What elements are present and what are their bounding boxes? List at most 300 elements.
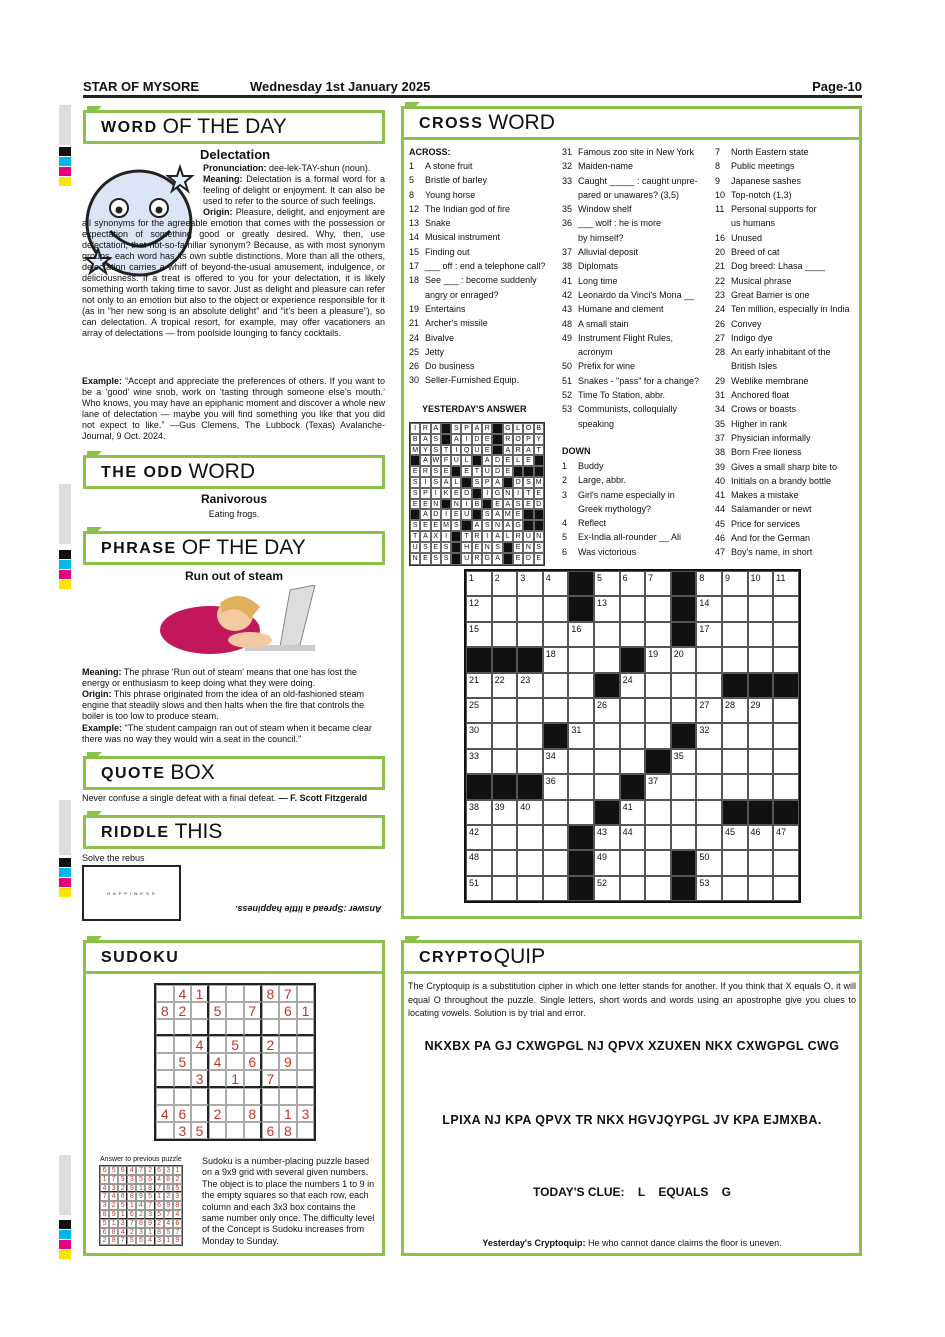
grid-cell[interactable]: 2: [492, 571, 518, 596]
grid-cell[interactable]: 24: [620, 673, 646, 698]
answer-cell: [523, 466, 533, 477]
down-clues-1: [562, 459, 681, 559]
grid-cell[interactable]: 10: [748, 571, 774, 596]
sudoku-cell[interactable]: 6: [244, 1053, 262, 1070]
sudoku-cell[interactable]: 7: [244, 1002, 262, 1019]
answer-cell: R: [503, 434, 513, 445]
answer-cell: 5: [145, 1192, 154, 1201]
grid-cell[interactable]: [696, 749, 722, 774]
sudoku-cell[interactable]: [244, 1122, 262, 1139]
sudoku-cell[interactable]: [297, 1070, 315, 1087]
sudoku-cell[interactable]: 8: [156, 1002, 174, 1019]
grid-cell[interactable]: [568, 800, 594, 825]
grid-cell[interactable]: [620, 850, 646, 875]
grid-cell[interactable]: 26: [594, 698, 620, 723]
grid-cell[interactable]: [620, 723, 646, 748]
quote-box-title: QUOTE BOX: [83, 756, 385, 790]
grid-cell[interactable]: [517, 596, 543, 621]
answer-cell: E: [420, 499, 430, 510]
answer-cell: 7: [145, 1201, 154, 1210]
answer-cell: S: [410, 477, 420, 488]
sudoku-cell[interactable]: [279, 1088, 297, 1105]
grid-cell[interactable]: [492, 723, 518, 748]
grid-cell[interactable]: [773, 876, 799, 901]
answer-cell: S: [441, 553, 451, 565]
grid-cell[interactable]: 23: [517, 673, 543, 698]
grid-cell[interactable]: [594, 774, 620, 799]
answer-cell: [461, 477, 471, 488]
sudoku-cell[interactable]: 1: [191, 985, 209, 1002]
grid-cell[interactable]: [492, 850, 518, 875]
sudoku-cell[interactable]: 5: [226, 1036, 244, 1053]
grid-cell[interactable]: [722, 647, 748, 672]
answer-cell: I: [431, 488, 441, 499]
answer-cell: 6: [100, 1228, 109, 1237]
black-square: [620, 774, 646, 799]
sudoku-cell[interactable]: [297, 1053, 315, 1070]
clue: 21 Archer's missile: [409, 318, 488, 329]
grid-cell[interactable]: [748, 596, 774, 621]
grid-cell[interactable]: [517, 850, 543, 875]
sudoku-cell[interactable]: [244, 1036, 262, 1053]
sudoku-cell[interactable]: 6: [174, 1105, 192, 1122]
sudoku-cell[interactable]: [209, 1036, 227, 1053]
sudoku-cell[interactable]: 2: [174, 1002, 192, 1019]
sudoku-cell[interactable]: 4: [191, 1036, 209, 1053]
odd-word-title: THE ODD WORD: [83, 455, 385, 489]
sudoku-cell[interactable]: [226, 1053, 244, 1070]
grid-cell[interactable]: 53: [696, 876, 722, 901]
sudoku-cell[interactable]: [244, 1070, 262, 1087]
grid-cell[interactable]: 48: [466, 850, 492, 875]
clue: 5 Ex-India all-rounder __ Ali: [562, 532, 682, 543]
grid-cell[interactable]: [671, 673, 697, 698]
issue-date: Wednesday 1st January 2025: [250, 79, 431, 94]
grid-cell[interactable]: [594, 723, 620, 748]
grid-cell[interactable]: [568, 698, 594, 723]
grid-cell[interactable]: 32: [696, 723, 722, 748]
answer-cell: D: [461, 488, 471, 499]
answer-cell: 9: [109, 1210, 118, 1219]
grid-cell[interactable]: [492, 596, 518, 621]
black-square: [568, 825, 594, 850]
answer-cell: 6: [100, 1166, 109, 1175]
answer-cell: N: [482, 542, 492, 553]
sudoku-cell[interactable]: 1: [297, 1002, 315, 1019]
sudoku-cell[interactable]: [226, 1122, 244, 1139]
grid-cell[interactable]: [543, 673, 569, 698]
sudoku-cell[interactable]: 4: [209, 1053, 227, 1070]
sudoku-cell[interactable]: [156, 1053, 174, 1070]
grid-cell[interactable]: [722, 876, 748, 901]
answer-cell: X: [431, 531, 441, 542]
sudoku-cell[interactable]: 1: [279, 1105, 297, 1122]
answer-cell: [451, 466, 461, 477]
answer-cell: 8: [100, 1210, 109, 1219]
answer-cell: 3: [145, 1210, 154, 1219]
sudoku-cell[interactable]: [226, 1088, 244, 1105]
print-strip: [59, 1155, 71, 1255]
answer-cell: E: [503, 466, 513, 477]
grid-cell[interactable]: [671, 825, 697, 850]
grid-cell[interactable]: [492, 622, 518, 647]
grid-cell[interactable]: 41: [620, 800, 646, 825]
sudoku-cell[interactable]: 2: [262, 1036, 280, 1053]
clue: 9 Japanese sashes: [715, 175, 802, 186]
grid-cell[interactable]: [620, 698, 646, 723]
grid-cell[interactable]: [773, 698, 799, 723]
sudoku-cell[interactable]: [191, 1053, 209, 1070]
sudoku-cell[interactable]: [174, 1088, 192, 1105]
grid-cell[interactable]: [492, 825, 518, 850]
sudoku-cell[interactable]: 7: [262, 1070, 280, 1087]
grid-cell[interactable]: [492, 749, 518, 774]
sudoku-cell[interactable]: [297, 1088, 315, 1105]
grid-cell[interactable]: [517, 723, 543, 748]
sudoku-cell[interactable]: 5: [191, 1122, 209, 1139]
sudoku-cell[interactable]: [297, 1036, 315, 1053]
sudoku-cell[interactable]: [244, 1088, 262, 1105]
grid-cell[interactable]: 12: [466, 596, 492, 621]
grid-cell[interactable]: 13: [594, 596, 620, 621]
grid-cell[interactable]: 4: [543, 571, 569, 596]
sudoku-cell[interactable]: [156, 1122, 174, 1139]
grid-cell[interactable]: [492, 876, 518, 901]
grid-cell[interactable]: 47: [773, 825, 799, 850]
black-square: [568, 850, 594, 875]
grid-cell[interactable]: [645, 698, 671, 723]
grid-cell[interactable]: [748, 723, 774, 748]
grid-cell[interactable]: [568, 774, 594, 799]
sudoku-cell[interactable]: [244, 1019, 262, 1036]
grid-cell[interactable]: [696, 800, 722, 825]
clue: 20 Breed of cat: [715, 247, 780, 258]
clue: 51 Snakes - "pass" for a change?: [562, 375, 699, 386]
sudoku-cell[interactable]: [174, 1070, 192, 1087]
grid-cell[interactable]: 43: [594, 825, 620, 850]
sudoku-cell[interactable]: 9: [279, 1053, 297, 1070]
grid-cell[interactable]: [645, 800, 671, 825]
grid-cell[interactable]: 17: [696, 622, 722, 647]
clue: Greek mythology?: [578, 503, 652, 514]
riddle-title: RIDDLE THIS: [83, 815, 385, 849]
sudoku-cell[interactable]: 2: [209, 1105, 227, 1122]
answer-cell: [513, 466, 523, 477]
grid-cell[interactable]: [517, 825, 543, 850]
grid-cell[interactable]: [722, 774, 748, 799]
sudoku-cell[interactable]: [209, 1019, 227, 1036]
grid-cell[interactable]: [543, 850, 569, 875]
black-square: [466, 774, 492, 799]
grid-cell[interactable]: [594, 622, 620, 647]
grid-cell[interactable]: [645, 596, 671, 621]
sudoku-cell[interactable]: [209, 985, 227, 1002]
grid-cell[interactable]: [645, 622, 671, 647]
grid-cell[interactable]: [722, 850, 748, 875]
answer-cell: S: [534, 542, 544, 553]
grid-cell[interactable]: 36: [543, 774, 569, 799]
sudoku-cell[interactable]: [262, 1019, 280, 1036]
grid-cell[interactable]: 31: [568, 723, 594, 748]
phrase-of-day-title: PHRASE OF THE DAY: [83, 531, 385, 565]
grid-cell[interactable]: [748, 749, 774, 774]
grid-cell[interactable]: 50: [696, 850, 722, 875]
grid-cell[interactable]: [645, 673, 671, 698]
grid-cell[interactable]: [568, 749, 594, 774]
sudoku-cell[interactable]: [209, 1088, 227, 1105]
sudoku-cell[interactable]: [191, 1088, 209, 1105]
grid-cell[interactable]: 44: [620, 825, 646, 850]
grid-cell[interactable]: 30: [466, 723, 492, 748]
grid-cell[interactable]: 9: [722, 571, 748, 596]
grid-cell[interactable]: [543, 825, 569, 850]
grid-cell[interactable]: [696, 647, 722, 672]
answer-cell: 3: [173, 1192, 182, 1201]
sudoku-cell[interactable]: [156, 1019, 174, 1036]
answer-cell: [441, 499, 451, 510]
grid-cell[interactable]: [671, 800, 697, 825]
sudoku-cell[interactable]: [262, 1053, 280, 1070]
sudoku-cell[interactable]: 6: [262, 1122, 280, 1139]
grid-cell[interactable]: [696, 825, 722, 850]
wotd-example: Example: “Accept and appreciate the preferences of others. If you want to be a ‘good’ wine snob, work on ‘tasting through someone else’s mouth.’ Who knows, you may have an epiphanic moment and discover a whole new lane of delectation — maybe you will find something you like that you did not expect to like.” —Gus Clemens, The Lubbock (Texas) Avalanche-Journal, 9 Oct. 2024.: [82, 376, 385, 441]
grid-cell[interactable]: 49: [594, 850, 620, 875]
grid-cell[interactable]: 7: [645, 571, 671, 596]
answer-cell: U: [523, 531, 533, 542]
grid-cell[interactable]: [594, 647, 620, 672]
grid-cell[interactable]: [620, 596, 646, 621]
sudoku-cell[interactable]: [262, 1105, 280, 1122]
grid-cell[interactable]: [773, 774, 799, 799]
grid-cell[interactable]: 28: [722, 698, 748, 723]
grid-cell[interactable]: 38: [466, 800, 492, 825]
grid-cell[interactable]: [773, 850, 799, 875]
grid-cell[interactable]: 40: [517, 800, 543, 825]
sudoku-cell[interactable]: 6: [279, 1002, 297, 1019]
sudoku-cell[interactable]: [191, 1002, 209, 1019]
answer-cell: S: [431, 434, 441, 445]
answer-cell: 5: [127, 1236, 136, 1245]
sudoku-cell[interactable]: [297, 985, 315, 1002]
grid-cell[interactable]: [773, 596, 799, 621]
sudoku-cell[interactable]: 1: [226, 1070, 244, 1087]
sudoku-cell[interactable]: [297, 1122, 315, 1139]
grid-cell[interactable]: 21: [466, 673, 492, 698]
answer-cell: S: [513, 499, 523, 510]
sudoku-cell[interactable]: 7: [279, 985, 297, 1002]
sudoku-cell[interactable]: [191, 1105, 209, 1122]
grid-cell[interactable]: [543, 876, 569, 901]
grid-cell[interactable]: [722, 749, 748, 774]
grid-cell[interactable]: [594, 749, 620, 774]
grid-cell[interactable]: 5: [594, 571, 620, 596]
sudoku-grid[interactable]: [154, 983, 316, 1141]
grid-cell[interactable]: 34: [543, 749, 569, 774]
grid-cell[interactable]: 46: [748, 825, 774, 850]
grid-cell[interactable]: [671, 774, 697, 799]
sudoku-cell[interactable]: [279, 1036, 297, 1053]
sudoku-cell[interactable]: 8: [262, 985, 280, 1002]
grid-cell[interactable]: [748, 622, 774, 647]
grid-cell[interactable]: [568, 673, 594, 698]
sudoku-cell[interactable]: 8: [279, 1122, 297, 1139]
answer-cell: P: [523, 434, 533, 445]
grid-cell[interactable]: [620, 749, 646, 774]
sudoku-cell[interactable]: [262, 1088, 280, 1105]
grid-cell[interactable]: 33: [466, 749, 492, 774]
grid-cell[interactable]: [620, 876, 646, 901]
grid-cell[interactable]: [773, 723, 799, 748]
answer-cell: 7: [100, 1192, 109, 1201]
sudoku-cell[interactable]: [226, 1019, 244, 1036]
sudoku-cell[interactable]: [156, 1036, 174, 1053]
sudoku-cell[interactable]: 3: [191, 1070, 209, 1087]
grid-cell[interactable]: [696, 673, 722, 698]
answer-cell: 2: [100, 1236, 109, 1245]
sudoku-cell[interactable]: [191, 1019, 209, 1036]
sudoku-cell[interactable]: [279, 1019, 297, 1036]
grid-cell[interactable]: 22: [492, 673, 518, 698]
grid-cell[interactable]: [543, 698, 569, 723]
grid-cell[interactable]: 27: [696, 698, 722, 723]
grid-cell[interactable]: 3: [517, 571, 543, 596]
sudoku-cell[interactable]: 4: [156, 1105, 174, 1122]
grid-cell[interactable]: [722, 596, 748, 621]
clue: 5 Bristle of barley: [409, 175, 488, 186]
grid-cell[interactable]: [748, 850, 774, 875]
grid-cell[interactable]: [773, 647, 799, 672]
grid-cell[interactable]: [543, 622, 569, 647]
grid-cell[interactable]: [645, 723, 671, 748]
grid-cell[interactable]: 25: [466, 698, 492, 723]
grid-cell[interactable]: 52: [594, 876, 620, 901]
word-of-day-title: WORD OF THE DAY: [83, 110, 385, 144]
sudoku-cell[interactable]: [226, 1105, 244, 1122]
clue: 43 Humane and clement: [562, 304, 664, 315]
black-square: [671, 596, 697, 621]
answer-cell: [472, 488, 482, 499]
grid-cell[interactable]: 39: [492, 800, 518, 825]
sudoku-cell[interactable]: [209, 1070, 227, 1087]
grid-cell[interactable]: 29: [748, 698, 774, 723]
answer-cell: [472, 455, 482, 466]
grid-cell[interactable]: 20: [671, 647, 697, 672]
crossword-grid[interactable]: [464, 569, 801, 903]
grid-cell[interactable]: 35: [671, 749, 697, 774]
grid-cell[interactable]: [671, 698, 697, 723]
sudoku-cell[interactable]: 4: [174, 985, 192, 1002]
grid-cell[interactable]: [748, 876, 774, 901]
answer-cell: R: [420, 466, 430, 477]
grid-cell[interactable]: [517, 622, 543, 647]
sudoku-cell[interactable]: [226, 1002, 244, 1019]
sudoku-cell[interactable]: [209, 1122, 227, 1139]
clue: 1 A stone fruit: [409, 161, 473, 171]
answer-cell: 8: [173, 1201, 182, 1210]
grid-cell[interactable]: [773, 622, 799, 647]
grid-cell[interactable]: 1: [466, 571, 492, 596]
answer-cell: T: [410, 531, 420, 542]
grid-cell[interactable]: [568, 647, 594, 672]
answer-cell: 8: [109, 1228, 118, 1237]
grid-cell[interactable]: [645, 825, 671, 850]
sudoku-cell[interactable]: [297, 1019, 315, 1036]
clue: 24 Bivalve: [409, 332, 455, 343]
grid-cell[interactable]: [517, 876, 543, 901]
sudoku-cell[interactable]: 3: [297, 1105, 315, 1122]
grid-cell[interactable]: [517, 749, 543, 774]
grid-cell[interactable]: 6: [620, 571, 646, 596]
answer-cell: A: [492, 509, 502, 520]
answer-cell: B: [472, 499, 482, 510]
answer-cell: I: [482, 488, 492, 499]
grid-cell[interactable]: 18: [543, 647, 569, 672]
grid-cell[interactable]: 14: [696, 596, 722, 621]
sudoku-cell[interactable]: [156, 1088, 174, 1105]
answer-cell: 2: [118, 1184, 127, 1193]
across-heading: ACROSS:: [409, 147, 451, 157]
grid-cell[interactable]: 37: [645, 774, 671, 799]
grid-cell[interactable]: 11: [773, 571, 799, 596]
answer-cell: 7: [173, 1228, 182, 1237]
grid-cell[interactable]: [543, 800, 569, 825]
sudoku-cell[interactable]: [279, 1070, 297, 1087]
answer-cell: R: [513, 531, 523, 542]
sudoku-cell[interactable]: 5: [174, 1053, 192, 1070]
grid-cell[interactable]: 45: [722, 825, 748, 850]
grid-cell[interactable]: [492, 698, 518, 723]
answer-cell: O: [523, 423, 533, 434]
answer-cell: A: [492, 531, 502, 542]
sudoku-cell[interactable]: [174, 1036, 192, 1053]
grid-cell[interactable]: [748, 774, 774, 799]
grid-cell[interactable]: 19: [645, 647, 671, 672]
clue: 38 Born Free lioness: [715, 447, 802, 458]
sudoku-cell[interactable]: [156, 1070, 174, 1087]
grid-cell[interactable]: [645, 876, 671, 901]
sudoku-cell[interactable]: [262, 1002, 280, 1019]
grid-cell[interactable]: [722, 622, 748, 647]
sudoku-cell[interactable]: 8: [244, 1105, 262, 1122]
grid-cell[interactable]: 15: [466, 622, 492, 647]
black-square: [671, 876, 697, 901]
grid-cell[interactable]: [748, 647, 774, 672]
sudoku-cell[interactable]: [244, 985, 262, 1002]
sudoku-cell[interactable]: 5: [209, 1002, 227, 1019]
grid-cell[interactable]: 8: [696, 571, 722, 596]
grid-cell[interactable]: 51: [466, 876, 492, 901]
grid-cell[interactable]: [517, 698, 543, 723]
grid-cell[interactable]: 16: [568, 622, 594, 647]
answer-cell: 5: [164, 1228, 173, 1237]
answer-cell: N: [523, 542, 533, 553]
sudoku-cell[interactable]: [174, 1019, 192, 1036]
answer-cell: S: [482, 520, 492, 531]
answer-cell: D: [523, 553, 533, 565]
grid-cell[interactable]: [543, 596, 569, 621]
grid-cell[interactable]: [696, 774, 722, 799]
grid-cell[interactable]: [645, 850, 671, 875]
answer-cell: [534, 466, 544, 477]
grid-cell[interactable]: [722, 723, 748, 748]
answer-cell: N: [492, 520, 502, 531]
sudoku-cell[interactable]: [226, 985, 244, 1002]
grid-cell[interactable]: [620, 622, 646, 647]
grid-cell[interactable]: 42: [466, 825, 492, 850]
grid-cell[interactable]: [773, 749, 799, 774]
sudoku-cell[interactable]: [156, 985, 174, 1002]
sudoku-cell[interactable]: 3: [174, 1122, 192, 1139]
